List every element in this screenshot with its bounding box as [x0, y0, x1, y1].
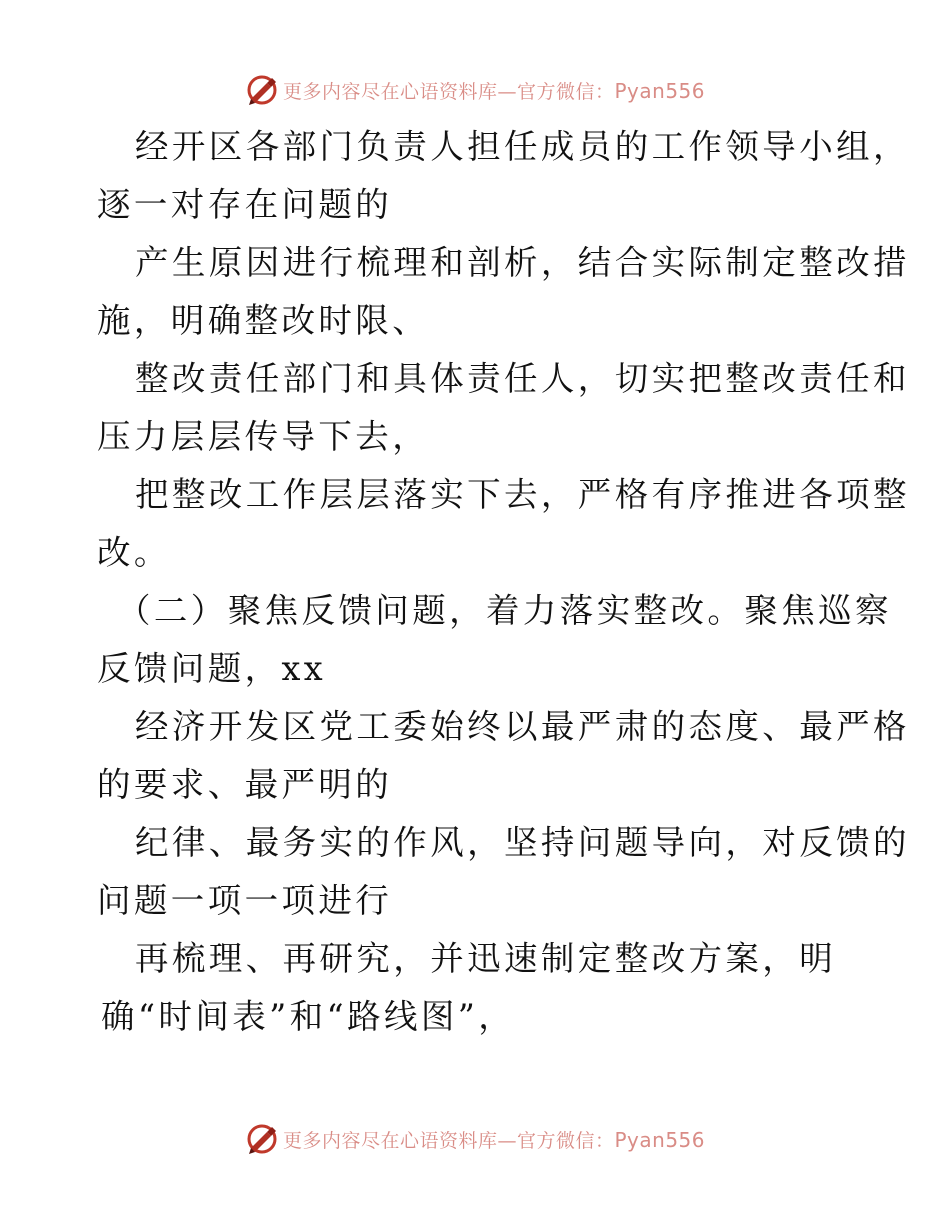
paragraph-line: 压力层层传导下去，	[97, 417, 430, 456]
paragraph-line: 反馈问题，xx	[97, 649, 327, 688]
header-watermark	[0, 73, 950, 107]
watermark-text: 更多内容尽在心语资料库—官方微信：Pyan556	[282, 78, 706, 103]
paragraph-line: 逐一对存在问题的	[97, 185, 393, 224]
wechat-id: Pyan556	[614, 78, 706, 103]
pen-circle-logo-icon	[245, 1122, 279, 1156]
paragraph-line: 产生原因进行梳理和剖析，结合实际制定整改措	[135, 243, 910, 282]
footer-watermark	[0, 1122, 950, 1156]
pen-circle-logo-icon	[245, 73, 279, 107]
paragraph-line: 经济开发区党工委始终以最严肃的态度、最严格	[135, 707, 910, 746]
paragraph-line: 再梳理、再研究，并迅速制定整改方案，明	[135, 939, 837, 978]
watermark-text: 更多内容尽在心语资料库—官方微信：Pyan556	[282, 1127, 706, 1152]
paragraph-line: 把整改工作层层落实下去，严格有序推进各项整	[135, 475, 910, 514]
paragraph-line: 纪律、最务实的作风，坚持问题导向，对反馈的	[135, 823, 910, 862]
paragraph-line: 改。	[97, 533, 171, 572]
section-heading-line: （二）聚焦反馈问题，着力落实整改。聚焦巡察	[117, 591, 892, 630]
paragraph-line: 的要求、最严明的	[97, 765, 393, 804]
paragraph-line: 确“时间表”和“路线图”，	[101, 997, 516, 1036]
wechat-id: Pyan556	[614, 1127, 706, 1152]
paragraph-line: 整改责任部门和具体责任人，切实把整改责任和	[135, 359, 910, 398]
body-text	[97, 118, 910, 1046]
paragraph-line: 施，明确整改时限、	[97, 301, 430, 340]
paragraph-line: 经开区各部门负责人担任成员的工作领导小组，	[135, 127, 910, 166]
paragraph-line: 问题一项一项进行	[97, 881, 393, 920]
